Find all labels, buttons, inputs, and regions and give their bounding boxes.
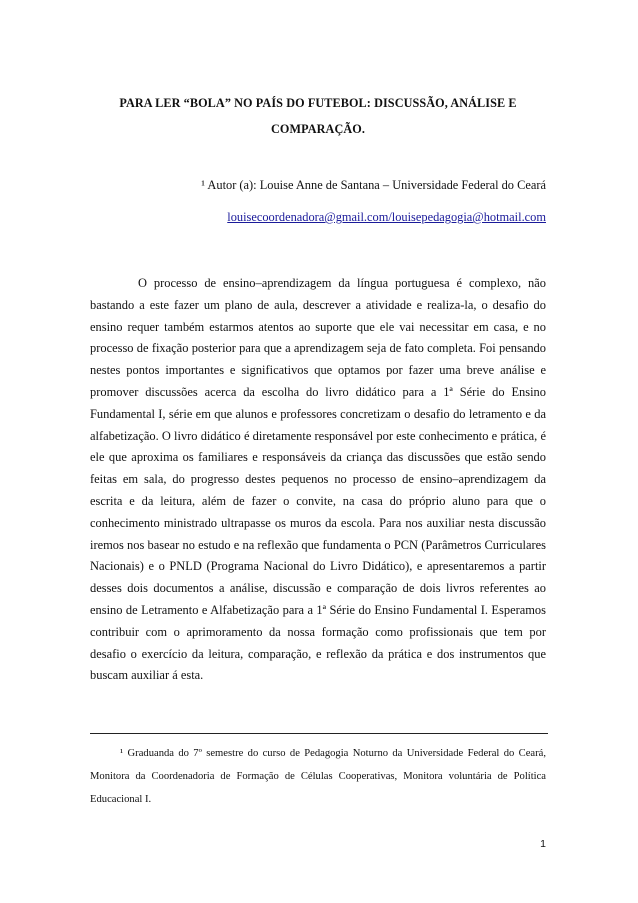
email-link[interactable]: louisecoordenadora@gmail.com/louisepedagogia@hotmail.com [227, 210, 546, 224]
footnote-separator [90, 733, 548, 734]
body-paragraph: O processo de ensino–aprendizagem da língua portuguesa é complexo, não bastando a este fazer um plano de aula, descrever a atividade e realiza-la, o desafio do ensino requer também estarmos atentos ao suporte que ele vai necessitar em casa, e no processo de fixação posterior para que a aprendizagem seja de fato completa. Foi pensando nestes pontos importantes e significativos que optamos por fazer uma breve análise e promover discussões acerca da escolha do livro didático para a 1ª Série do Ensino Fundamental I, série em que alunos e professores concretizam o desafio do letramento e da alfabetização. O livro didático é diretamente responsável por este conhecimento e prática, é ele que aproxima os familiares e responsáveis da criança das discussões que estão sendo feitas em sala, do progresso destes pequenos no processo de ensino–aprendizagem da escrita e da leitura, além de fazer o convite, na casa do próprio aluno para que o conhecimento ministrado ultrapasse os muros da escola. Para nos auxiliar nesta discussão iremos nos basear no estudo e na reflexão que fundamenta o PCN (Parâmetros Curriculares Nacionais) e o PNLD (Programa Nacional do Livro Didático), e apresentaremos a partir desses dois documentos a análise, discussão e comparação de dois livros referentes ao ensino de Letramento e Alfabetização para a 1ª Série do Ensino Fundamental I. Esperamos contribuir com o aprimoramento da nossa formação como profissionais que tem por desafio o exercício da leitura, comparação, e reflexão da prática e dos instrumentos que buscam auxiliar á esta. [90, 276, 546, 683]
author-line: ¹ Autor (a): Louise Anne de Santana – Universidade Federal do Ceará [201, 178, 546, 192]
author-email-line [90, 208, 546, 226]
footnote: ¹ Graduanda do 7º semestre do curso de Pedagogia Noturno da Universidade Federal do Ceará, Monitora da Coordenadoria de Formação de Células Cooperativas, Monitora voluntária de Política Educacional I. [90, 748, 546, 805]
page-number: 1 [540, 838, 546, 850]
paper-title: PARA LER “BOLA” NO PAÍS DO FUTEBOL: DISCUSSÃO, ANÁLISE E COMPARAÇÃO. [119, 96, 517, 136]
